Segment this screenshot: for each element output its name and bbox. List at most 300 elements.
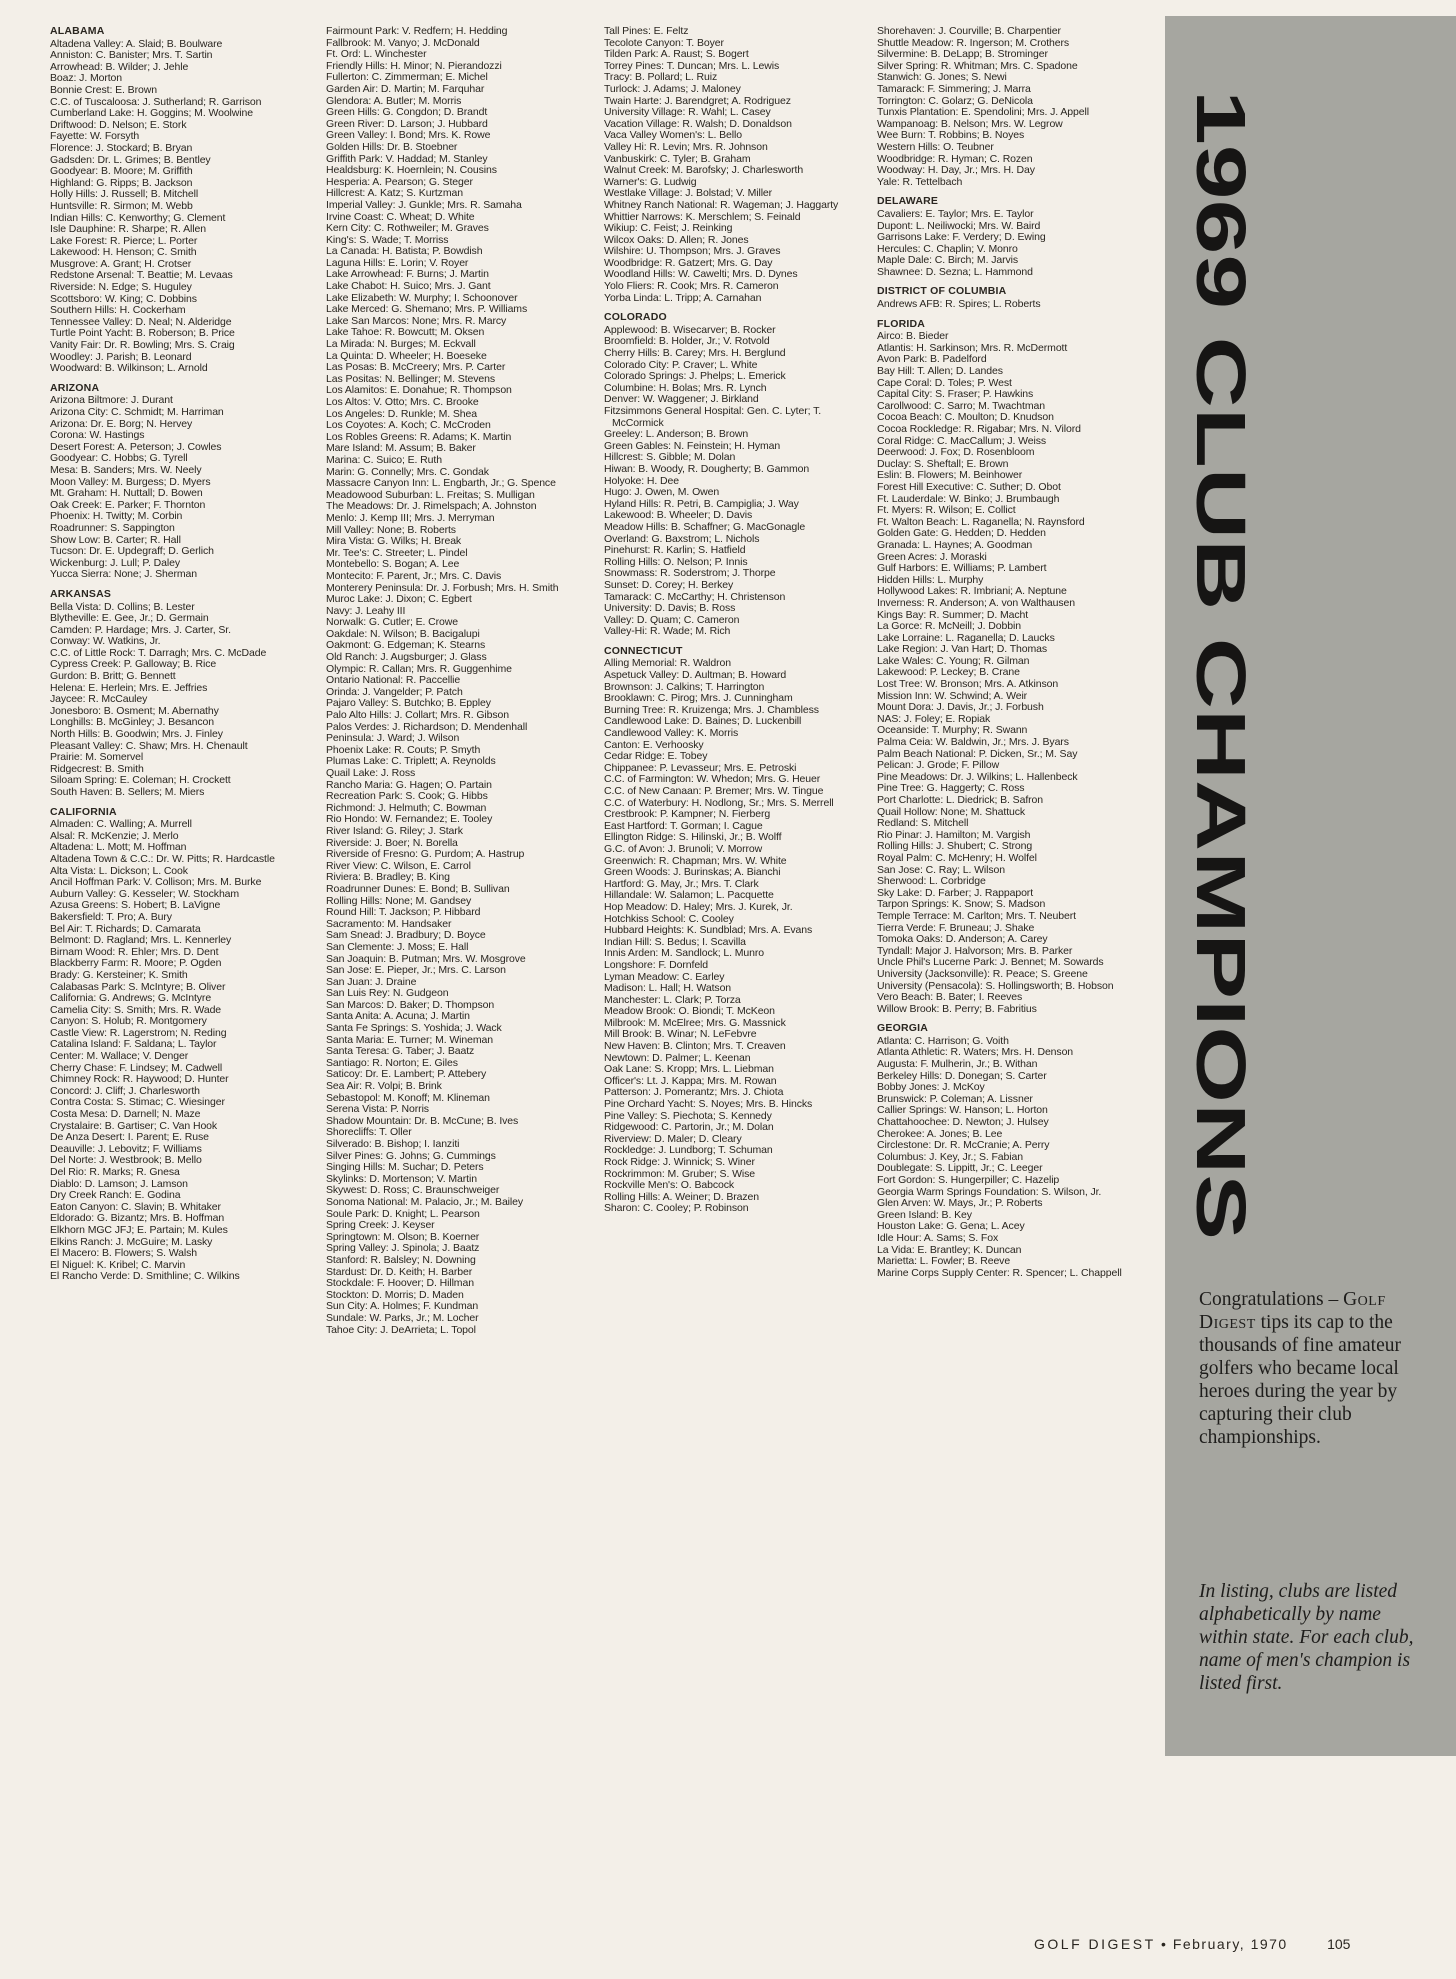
club-entry: Riverside of Fresno: G. Purdom; A. Hastrup: [326, 848, 525, 861]
club-entry: Vanity Fair: Dr. R. Bowling; Mrs. S. Craig: [50, 339, 235, 352]
club-entry: Sonoma National: M. Palacio, Jr.; M. Bailey: [326, 1195, 524, 1208]
club-entry: Silver Pines: G. Johns; G. Cummings: [326, 1149, 496, 1162]
club-entry: Bakersfield: T. Pro; A. Bury: [50, 910, 172, 923]
club-entry: La Gorce: R. McNeill; J. Dobbin: [877, 620, 1021, 633]
club-entry: Monterery Peninsula: Dr. J. Forbush; Mrs. H. Smith: [326, 581, 559, 594]
club-entry: Ridgecrest: B. Smith: [50, 762, 144, 775]
club-entry: Orinda: J. Vangelder; P. Patch: [326, 685, 463, 698]
club-entry: Ridgewood: C. Partorin, Jr.; M. Dolan: [604, 1121, 774, 1134]
club-entry: Sebastopol: M. Konoff; M. Klineman: [326, 1091, 490, 1104]
club-entry: Rolling Hills: O. Nelson; P. Innis: [604, 555, 748, 568]
club-entry: Stockdale: F. Hoover; D. Hillman: [326, 1277, 474, 1290]
club-entry: Moon Valley: M. Burgess; D. Myers: [50, 475, 211, 488]
club-entry: Saticoy: Dr. E. Lambert; P. Attebery: [326, 1068, 487, 1081]
club-entry: Costa Mesa: D. Darnell; N. Maze: [50, 1108, 201, 1121]
club-entry: Catalina Island: F. Saldana; L. Taylor: [50, 1038, 217, 1051]
club-entry: Green Valley: I. Bond; Mrs. K. Rowe: [326, 129, 491, 142]
club-entry: Norwalk: G. Cutler; E. Crowe: [326, 616, 458, 629]
club-entry: Woodland Hills: W. Cawelti; Mrs. D. Dynes: [604, 268, 798, 281]
club-entry: Fallbrook: M. Vanyo; J. McDonald: [326, 36, 480, 49]
club-entry: Rockrimmon: M. Gruber; S. Wise: [604, 1167, 756, 1180]
club-entry: Hillandale: W. Salamon; L. Pacquette: [604, 889, 774, 902]
club-entry: Irvine Coast: C. Wheat; D. White: [326, 210, 475, 223]
club-entry: Holyoke: H. Dee: [604, 474, 679, 487]
club-entry: Hillcrest: S. Gibble; M. Dolan: [604, 451, 736, 464]
club-entry: Pine Orchard Yacht: S. Noyes; Mrs. B. Hincks: [604, 1098, 813, 1111]
club-entry: The Meadows: Dr. J. Rimelspach; A. Johnston: [326, 500, 537, 513]
club-entry: Eldorado: G. Bizantz; Mrs. B. Hoffman: [50, 1212, 225, 1225]
vertical-title: [1182, 90, 1260, 1240]
club-entry: Marietta: L. Fowler; B. Reeve: [877, 1255, 1011, 1268]
club-entry: Kern City: C. Rothweiler; M. Graves: [326, 222, 489, 235]
club-entry: Newtown: D. Palmer; L. Keenan: [604, 1051, 751, 1064]
club-entry: Madison: L. Hall; H. Watson: [604, 982, 732, 995]
club-entry: Camelia City: S. Smith; Mrs. R. Wade: [50, 1003, 222, 1016]
club-entry: Overland: G. Baxstrom; L. Nichols: [604, 532, 760, 545]
club-entry: Skywest: D. Ross; C. Braunschweiger: [326, 1184, 500, 1197]
club-entry: Ft. Ord: L. Winchester: [326, 48, 427, 61]
club-entry: California: G. Andrews; G. McIntyre: [50, 992, 212, 1005]
club-entry: Oak Creek: E. Parker; F. Thornton: [50, 498, 206, 511]
club-entry: Green Gables: N. Feinstein; H. Hyman: [604, 439, 781, 452]
club-entry: Rolling Hills: A. Weiner; D. Brazen: [604, 1190, 760, 1203]
club-entry: La Canada: H. Batista; P. Bowdish: [326, 245, 483, 258]
club-entry: Yorba Linda: L. Tripp; A. Carnahan: [604, 291, 762, 304]
club-entry: Los Altos: V. Otto; Mrs. C. Brooke: [326, 396, 479, 408]
club-entry: C.C. of Little Rock: T. Darragh; Mrs. C. McDade: [50, 646, 267, 659]
club-entry: Santa Maria: E. Turner; M. Wineman: [326, 1033, 493, 1046]
club-entry: C.C. of New Canaan: P. Bremer; Mrs. W. Tingue: [604, 785, 824, 797]
club-entry: Friendly Hills: H. Minor; N. Pierandozzi: [326, 59, 502, 72]
club-entry: Gulf Harbors: E. Williams; P. Lambert: [877, 562, 1047, 575]
club-entry: Corona: W. Hastings: [50, 429, 145, 442]
club-entry: Columbus: J. Key, Jr.; S. Fabian: [877, 1150, 1023, 1163]
club-entry: Mr. Tee's: C. Streeter; L. Pindel: [326, 546, 468, 559]
club-entry: Bel Air: T. Richards; D. Camarata: [50, 922, 201, 935]
club-entry: Green Hills: G. Congdon; D. Brandt: [326, 106, 488, 119]
club-entry: Pleasant Valley: C. Shaw; Mrs. H. Chenault: [50, 739, 248, 752]
club-entry: Forest Hill Executive: C. Suther; D. Obot: [877, 480, 1061, 493]
club-entry: Callier Springs: W. Hanson; L. Horton: [877, 1104, 1048, 1117]
club-entry: Pine Tree: G. Haggerty; C. Ross: [877, 782, 1025, 795]
club-entry: Rockville Men's: O. Babcock: [604, 1179, 735, 1192]
club-entry: Indian Hill: S. Bedus; I. Scavilla: [604, 935, 746, 948]
club-entry: Pinehurst: R. Karlin; S. Hatfield: [604, 544, 746, 557]
club-entry: Tilden Park: A. Raust; S. Bogert: [604, 48, 749, 61]
club-entry: Hiwan: B. Woody, R. Dougherty; B. Gammon: [604, 462, 810, 475]
club-entry: Quail Hollow: None; M. Shattuck: [877, 805, 1026, 818]
club-entry: Berkeley Hills: D. Donegan; S. Carter: [877, 1069, 1047, 1082]
club-entry: Sky Lake: D. Farber; J. Rappaport: [877, 886, 1034, 899]
club-entry: Tamarack: F. Simmering; J. Marra: [877, 82, 1031, 95]
club-entry: Chimney Rock: R. Haywood; D. Hunter: [50, 1073, 229, 1086]
club-entry: Glendora: A. Butler; M. Morris: [326, 94, 462, 107]
club-entry: Greenwich: R. Chapman; Mrs. W. White: [604, 854, 787, 867]
club-entry: Golden Gate: G. Hedden; D. Hedden: [877, 527, 1046, 540]
club-entry: Valley Hi: R. Levin; Mrs. R. Johnson: [604, 140, 768, 153]
club-entry: Plumas Lake: C. Triplett; A. Reynolds: [326, 755, 496, 768]
club-entry: Desert Forest: A. Peterson; J. Cowles: [50, 440, 222, 453]
club-entry: Hesperia: A. Pearson; G. Steger: [326, 175, 473, 188]
club-entry: Show Low: B. Carter; R. Hall: [50, 533, 181, 546]
club-entry: Meadowood Suburban: L. Freitas; S. Mulligan: [326, 488, 535, 501]
club-entry: Candlewood Lake: D. Baines; D. Luckenbill: [604, 715, 802, 728]
club-entry: Menlo: J. Kemp III; Mrs. J. Merryman: [326, 511, 495, 524]
club-entry: Airco: B. Bieder: [877, 330, 949, 343]
club-entry: Tamarack: C. McCarthy; H. Christenson: [604, 590, 786, 603]
club-entry: Wickenburg: J. Lull; P. Daley: [50, 556, 180, 569]
club-entry: Western Hills: O. Teubner: [877, 140, 994, 153]
state-heading: ALABAMA: [50, 25, 105, 37]
club-entry: Brownson: J. Calkins; T. Harrington: [604, 680, 765, 693]
club-entry: Laguna Hills: E. Lorin; V. Royer: [326, 256, 469, 269]
club-entry: Walnut Creek: M. Barofsky; J. Charlesworth: [604, 164, 804, 177]
club-entry: Spring Creek: J. Keyser: [326, 1219, 435, 1232]
club-entry: Rockledge: J. Lundborg; T. Schuman: [604, 1144, 773, 1157]
club-entry: Marina: C. Suico; E. Ruth: [326, 453, 442, 466]
club-entry: Almaden: C. Walling; A. Murrell: [50, 818, 192, 831]
club-entry: Hercules: C. Chaplin; V. Monro: [877, 242, 1018, 255]
club-entry: San Juan: J. Draine: [326, 975, 417, 988]
club-entry: Cumberland Lake: H. Goggins; M. Woolwine: [50, 107, 253, 120]
club-entry: Rock Ridge: J. Winnick; S. Winer: [604, 1156, 755, 1168]
club-entry: Calabasas Park: S. McIntyre; B. Oliver: [50, 980, 226, 993]
club-entry: Meadow Hills: B. Schaffner; G. MacGonagle: [604, 520, 806, 533]
page-number: 105: [1327, 1936, 1351, 1952]
club-entry: Cypress Creek: P. Galloway; B. Rice: [50, 658, 217, 671]
club-entry: Phoenix Lake: R. Couts; P. Smyth: [326, 743, 481, 756]
club-entry: Port Charlotte: L. Diedrick; B. Safron: [877, 794, 1044, 806]
listing-note: In listing, clubs are listed alphabetically by name within state. For each club, name of men's champion is listed first.: [1199, 1581, 1414, 1694]
club-entry: Oceanside: T. Murphy; R. Swann: [877, 724, 1028, 737]
club-entry: Ancil Hoffman Park: V. Collison; Mrs. M. Burke: [50, 876, 262, 889]
club-entry: Woodway: H. Day, Jr.; Mrs. H. Day: [877, 164, 1035, 177]
club-entry: Tierra Verde: F. Bruneau; J. Shake: [877, 921, 1035, 934]
club-entry: Carollwood: C. Sarro; M. Twachtman: [877, 399, 1045, 412]
club-entry: Round Hill: T. Jackson; P. Hibbard: [326, 906, 481, 919]
club-entry: Shorecliffs: T. Oller: [326, 1126, 412, 1139]
club-entry: Willow Brook: B. Perry; B. Fabritius: [877, 1002, 1037, 1015]
club-entry: C.C. of Farmington: W. Whedon; Mrs. G. Heuer: [604, 773, 821, 786]
club-entry: Los Angeles: D. Runkle; M. Shea: [326, 407, 477, 420]
club-entry: Roadrunner: S. Sappington: [50, 521, 175, 534]
club-entry: University Village: R. Wahl; L. Casey: [604, 106, 771, 119]
club-entry: River Island: G. Riley; J. Stark: [326, 824, 463, 837]
club-entry: El Niguel: K. Kribel; C. Marvin: [50, 1258, 186, 1271]
club-entry: Gurdon: B. Britt; G. Bennett: [50, 670, 176, 683]
club-entry: Aspetuck Valley: D. Aultman; B. Howard: [604, 669, 787, 682]
club-entry: Fort Gordon: S. Hungerpiller; C. Hazelip: [877, 1174, 1060, 1186]
club-entry: Candlewood Valley: K. Morris: [604, 727, 739, 740]
club-entry: Lake Tahoe: R. Bowcutt; M. Oksen: [326, 326, 485, 339]
club-entry: G.C. of Avon: J. Brunoli; V. Morrow: [604, 842, 763, 855]
club-entry: Marine Corps Supply Center: R. Spencer; L. Chappell: [877, 1266, 1122, 1279]
club-entry: Massacre Canyon Inn: L. Engbarth, Jr.; G. Spence: [326, 477, 556, 490]
club-entry: Houston Lake: G. Gena; L. Acey: [877, 1220, 1025, 1233]
club-entry: Turtle Point Yacht: B. Roberson; B. Price: [50, 327, 235, 340]
club-entry: Woodbridge: R. Hyman; C. Rozen: [877, 152, 1033, 165]
club-entry: Florence: J. Stockard; B. Bryan: [50, 141, 193, 154]
club-entry: Yucca Sierra: None; J. Sherman: [50, 568, 197, 581]
club-entry: Alta Vista: L. Dickson; L. Cook: [50, 864, 188, 877]
club-entry: Mt. Graham: H. Nuttall; D. Bowen: [50, 487, 203, 500]
club-entry: Prairie: M. Somervel: [50, 751, 144, 764]
club-entry: Stanwich: G. Jones; S. Newi: [877, 71, 1007, 84]
club-entry: Hyland Hills: R. Petri, B. Campiglia; J. Way: [604, 497, 799, 510]
state-heading: COLORADO: [604, 311, 667, 324]
club-entry: Hartford: G. May, Jr.; Mrs. T. Clark: [604, 877, 759, 890]
club-entry: Twain Harte: J. Barendgret; A. Rodriguez: [604, 94, 791, 107]
club-entry: San Luis Rey: N. Gudgeon: [326, 987, 449, 1000]
club-entry: Green Acres: J. Moraski: [877, 550, 987, 563]
club-entry: Palm Beach National: P. Dicken, Sr.; M. Say: [877, 747, 1078, 760]
club-entry: Temple Terrace: M. Carlton; Mrs. T. Neubert: [877, 909, 1076, 922]
club-entry: Auburn Valley: G. Kesseler; W. Stockham: [50, 887, 240, 900]
club-entry: Birnam Wood: R. Ehler; Mrs. D. Dent: [50, 945, 219, 958]
club-entry: Cherokee: A. Jones; B. Lee: [877, 1127, 1003, 1140]
club-entry: C.C. of Tuscaloosa: J. Sutherland; R. Garrison: [50, 95, 262, 108]
club-entry: San Marcos: D. Baker; D. Thompson: [326, 998, 495, 1011]
club-entry: Shorehaven: J. Courville; B. Charpentier: [877, 25, 1061, 37]
club-entry: Garrisons Lake: F. Verdery; D. Ewing: [877, 231, 1046, 244]
club-entry: Oak Lane: S. Kropp; Mrs. L. Liebman: [604, 1063, 774, 1076]
club-entry: Lyman Meadow: C. Earley: [604, 970, 725, 983]
club-entry: Wikiup: C. Feist; J. Reinking: [604, 222, 733, 235]
state-heading: CALIFORNIA: [50, 805, 117, 818]
club-entry: University (Pensacola): S. Hollingsworth; B. Hobson: [877, 979, 1114, 992]
club-entry: Recreation Park: S. Cook; G. Hibbs: [326, 790, 488, 803]
club-entry: Rolling Hills: None; M. Gandsey: [326, 894, 472, 907]
club-entry: Tracy: B. Pollard; L. Ruiz: [604, 71, 718, 84]
club-entry: Whittier Narrows: K. Merschlem; S. Feinald: [604, 210, 801, 223]
club-entry: Colorado Springs: J. Phelps; L. Emerick: [604, 370, 786, 383]
club-entry: Stanford: R. Balsley; N. Downing: [326, 1253, 476, 1266]
club-entry: Tyndall: Major J. Halvorson; Mrs. B. Parker: [877, 944, 1073, 957]
club-entry: Yolo Fliers: R. Cook; Mrs. R. Cameron: [604, 280, 779, 293]
club-entry: Tall Pines: E. Feltz: [604, 25, 689, 37]
club-entry: Indian Hills: C. Kenworthy; G. Clement: [50, 211, 226, 224]
club-entry: Goodyear: C. Hobbs; G. Tyrell: [50, 452, 188, 465]
club-entry: Navy: J. Leahy III: [326, 604, 406, 617]
club-entry: Longshore: F. Dornfeld: [604, 958, 709, 971]
club-entry: Snowmass: R. Soderstrom; J. Thorpe: [604, 567, 776, 580]
club-entry: Richmond: J. Helmuth; C. Bowman: [326, 801, 487, 814]
club-entry: Lake Merced: G. Shemano; Mrs. P. Williams: [326, 303, 528, 316]
title-text: 1969 CLUB CHAMPIONS: [1182, 90, 1260, 907]
club-entry: Blytheville: E. Gee, Jr.; D. Germain: [50, 612, 209, 625]
club-entry: Peninsula: J. Ward; J. Wilson: [326, 732, 460, 745]
club-entry: Skylinks: D. Mortenson; V. Martin: [326, 1172, 477, 1185]
club-entry: Hubbard Heights: K. Sundblad; Mrs. A. Evans: [604, 924, 813, 937]
club-entry: Palma Ceia: W. Baldwin, Jr.; Mrs. J. Byars: [877, 736, 1069, 749]
club-entry: Los Robles Greens: R. Adams; K. Martin: [326, 430, 512, 443]
club-entry: Duclay: S. Sheftall; E. Brown: [877, 457, 1009, 470]
club-entry: Broomfield: B. Holder, Jr.; V. Rotvold: [604, 335, 770, 348]
club-entry: Azusa Greens: S. Hobert; B. LaVigne: [50, 899, 221, 912]
state-heading: CONNECTICUT: [604, 644, 683, 657]
club-entry: Lake Lorraine: L. Raganella; D. Laucks: [877, 631, 1055, 644]
club-entry: Hollywood Lakes: R. Imbriani; A. Neptune: [877, 585, 1067, 598]
club-entry: Chattahoochee: D. Newton; J. Hulsey: [877, 1116, 1049, 1129]
club-entry: Wampanoag: B. Nelson; Mrs. W. Legrow: [877, 117, 1063, 130]
listing-column-2: [326, 26, 584, 1336]
club-entry: Helena: E. Herlein; Mrs. E. Jeffries: [50, 681, 208, 694]
club-entry: Tecolote Canyon: T. Boyer: [604, 36, 724, 49]
club-entry: King's: S. Wade; T. Morriss: [326, 233, 449, 246]
club-entry: Mesa: B. Sanders; Mrs. W. Neely: [50, 463, 202, 476]
club-entry: New Haven: B. Clinton; Mrs. T. Creaven: [604, 1040, 786, 1053]
club-entry: Brady: G. Kersteiner; K. Smith: [50, 968, 188, 981]
club-entry: Cape Coral: D. Toles; P. West: [877, 376, 1012, 389]
club-entry: Spring Valley: J. Spinola; J. Baatz: [326, 1242, 480, 1255]
club-entry: Lakewood: B. Wheeler; D. Davis: [604, 509, 753, 522]
club-entry: Del Rio: R. Marks; R. Gnesa: [50, 1166, 180, 1178]
club-entry: Mission Inn: W. Schwind; A. Weir: [877, 689, 1028, 702]
club-entry: Soule Park: D. Knight; L. Pearson: [326, 1207, 480, 1220]
state-heading: ARKANSAS: [50, 587, 112, 600]
club-entry: San Clemente: J. Moss; E. Hall: [326, 940, 469, 953]
club-entry: Circlestone: Dr. R. McCranie; A. Perry: [877, 1139, 1050, 1152]
club-entry: Fitzsimmons General Hospital: Gen. C. Lyter; T. McCormick: [604, 405, 822, 429]
congratulations-text: [1199, 1288, 1431, 1449]
club-entry: Riviera: B. Bradley; B. King: [326, 871, 450, 884]
footer-magazine: GOLF DIGEST: [1034, 1936, 1156, 1952]
club-entry: Brunswick: P. Coleman; A. Lissner: [877, 1092, 1033, 1105]
club-entry: Bobby Jones: J. McKoy: [877, 1081, 985, 1094]
club-entry: Ft. Myers: R. Wilson; E. Collict: [877, 504, 1016, 517]
club-entry: Las Posas: B. McCreery; Mrs. P. Carter: [326, 361, 506, 374]
club-entry: Maple Dale: C. Birch; M. Jarvis: [877, 254, 1019, 267]
club-entry: Augusta: F. Mulherin, Jr.; B. Withan: [877, 1058, 1038, 1071]
club-entry: Mill Brook: B. Winar; N. LeFebvre: [604, 1028, 757, 1041]
club-entry: Vaca Valley Women's: L. Bello: [604, 129, 743, 142]
club-entry: Cocoa Beach: C. Moulton; D. Knudson: [877, 411, 1054, 424]
club-entry: Shuttle Meadow: R. Ingerson; M. Crothers: [877, 36, 1070, 49]
club-entry: Vanbuskirk: C. Tyler; B. Graham: [604, 152, 751, 165]
club-entry: Sundale: W. Parks, Jr.; M. Locher: [326, 1311, 479, 1324]
club-entry: Hillcrest: A. Katz; S. Kurtzman: [326, 187, 463, 200]
club-entry: Hugo: J. Owen, M. Owen: [604, 486, 720, 499]
club-entry: Canyon: S. Holub; R. Montgomery: [50, 1015, 207, 1028]
club-entry: Green Woods: J. Burinskas; A. Bianchi: [604, 866, 781, 879]
club-entry: Santa Anita: A. Acuna; J. Martin: [326, 1010, 470, 1023]
club-entry: Imperial Valley: J. Gunkle; Mrs. R. Samaha: [326, 198, 522, 211]
club-entry: Bay Hill: T. Allen; D. Landes: [877, 365, 1003, 378]
club-entry: Jaycee: R. McCauley: [50, 693, 148, 706]
club-entry: Anniston: C. Banister; Mrs. T. Sartin: [50, 49, 213, 62]
club-entry: Uncle Phil's Lucerne Park: J. Bennet; M. Sowards: [877, 956, 1104, 969]
state-heading: FLORIDA: [877, 317, 926, 330]
club-entry: Golden Hills: Dr. B. Stoebner: [326, 140, 458, 153]
club-entry: Fairmount Park: V. Redfern; H. Hedding: [326, 25, 508, 37]
club-entry: C.C. of Waterbury: H. Nodlong, Sr.; Mrs. S. Merrell: [604, 796, 834, 809]
club-entry: East Hartford: T. Gorman; I. Cague: [604, 819, 763, 832]
club-entry: Blackberry Farm: R. Moore; P. Ogden: [50, 957, 222, 970]
club-entry: Torrington: C. Golarz; G. DeNicola: [877, 94, 1033, 107]
club-entry: Arizona City: C. Schmidt; M. Harriman: [50, 406, 224, 418]
club-entry: Jonesboro: B. Osment; M. Abernathy: [50, 704, 219, 717]
club-entry: Lakewood: P. Leckey; B. Crane: [877, 666, 1020, 679]
club-entry: Dry Creek Ranch: E. Godina: [50, 1189, 181, 1202]
club-entry: Lake San Marcos: None; Mrs. R. Marcy: [326, 314, 507, 327]
club-entry: Arrowhead: B. Wilder; J. Jehle: [50, 60, 189, 73]
club-entry: Tunxis Plantation: E. Spendolini; Mrs. J. Appell: [877, 106, 1089, 119]
club-entry: Idle Hour: A. Sams; S. Fox: [877, 1231, 999, 1244]
club-entry: Siloam Spring: E. Coleman; H. Crockett: [50, 774, 231, 787]
club-entry: Green River: D. Larson; J. Hubbard: [326, 117, 488, 130]
club-entry: Atlanta Athletic: R. Waters; Mrs. H. Denson: [877, 1046, 1074, 1059]
club-entry: Center: M. Wallace; V. Denger: [50, 1050, 189, 1063]
club-entry: Alsal: R. McKenzie; J. Merlo: [50, 829, 179, 842]
club-entry: San Jose: E. Pieper, Jr.; Mrs. C. Larson: [326, 964, 506, 977]
congrats-magazine: Golf Digest: [1199, 1289, 1386, 1333]
state-heading: ARIZONA: [50, 381, 100, 394]
club-entry: Garden Air: D. Martin; M. Farquhar: [326, 82, 485, 95]
listing-column-4: [877, 26, 1135, 1279]
club-entry: Castle View: R. Lagerstrom; N. Reding: [50, 1026, 227, 1039]
club-entry: Ft. Walton Beach: L. Raganella; N. Raynsford: [877, 515, 1085, 528]
club-entry: Olympic: R. Callan; Mrs. R. Guggenhime: [326, 662, 512, 675]
club-entry: Palos Verdes: J. Richardson; D. Mendenhall: [326, 720, 528, 733]
club-entry: Gadsden: Dr. L. Grimes; B. Bentley: [50, 153, 211, 166]
club-entry: Southern Hills: H. Cockerham: [50, 304, 186, 317]
club-entry: Lakewood: H. Henson; C. Smith: [50, 246, 197, 259]
club-entry: Cocoa Rockledge: R. Rigabar; Mrs. N. Vilord: [877, 423, 1081, 435]
club-entry: Royal Palm: C. McHenry; H. Wolfel: [877, 851, 1037, 864]
club-entry: Silverado: B. Bishop; I. Ianziti: [326, 1138, 460, 1150]
club-entry: Fullerton: C. Zimmerman; E. Michel: [326, 71, 488, 84]
club-entry: Altadena Valley: A. Slaid; B. Boulware: [50, 37, 223, 50]
footer-separator: •: [1161, 1936, 1168, 1952]
club-entry: La Mirada: N. Burges; M. Eckvall: [326, 338, 476, 351]
club-entry: Columbine: H. Bolas; Mrs. R. Lynch: [604, 381, 767, 394]
club-entry: Arizona Biltmore: J. Durant: [50, 394, 173, 407]
club-entry: Yale: R. Tettelbach: [877, 175, 963, 188]
club-entry: Old Ranch: J. Augsburger; J. Glass: [326, 651, 487, 664]
state-heading: DELAWARE: [877, 195, 939, 208]
club-entry: Musgrove: A. Grant; H. Crotser: [50, 257, 192, 270]
club-entry: Brooklawn: C. Pirog; Mrs. J. Cunningham: [604, 692, 793, 705]
club-entry: Granada: L. Haynes; A. Goodman: [877, 538, 1033, 551]
club-entry: Sunset: D. Corey; H. Berkey: [604, 578, 734, 591]
club-entry: Contra Costa: S. Stimac; C. Wiesinger: [50, 1096, 225, 1109]
listing-column-1: [50, 26, 308, 1283]
club-entry: Cedar Ridge: E. Tobey: [604, 750, 708, 763]
club-entry: Diablo: D. Lamson; J. Lamson: [50, 1177, 188, 1190]
state-heading: DISTRICT OF COLUMBIA: [877, 285, 1007, 298]
club-entry: Lake Forest: R. Pierce; L. Porter: [50, 234, 198, 247]
club-entry: Green Island: B. Key: [877, 1208, 972, 1221]
club-entry: Lake Wales: C. Young; R. Gilman: [877, 654, 1030, 667]
club-entry: Belmont: D. Ragland; Mrs. L. Kennerley: [50, 934, 232, 947]
club-entry: Wilcox Oaks: D. Allen; R. Jones: [604, 233, 749, 246]
club-entry: Scottsboro: W. King; C. Dobbins: [50, 292, 197, 305]
club-entry: Capital City: S. Fraser; P. Hawkins: [877, 388, 1034, 401]
club-entry: Elkhorn MGC JFJ; E. Partain; M. Kules: [50, 1223, 228, 1236]
club-entry: Valley-Hi: R. Wade; M. Rich: [604, 625, 731, 638]
club-entry: Whitney Ranch National: R. Wageman; J. Haggarty: [604, 198, 839, 211]
club-entry: University (Jacksonville): R. Peace; S. Greene: [877, 967, 1088, 980]
club-entry: Atlantis: H. Sarkinson; Mrs. R. McDermott: [877, 341, 1068, 354]
club-entry: Montebello: S. Bogan; A. Lee: [326, 558, 460, 571]
club-entry: Sacramento: M. Handsaker: [326, 917, 452, 930]
page-footer: [1034, 1936, 1350, 1952]
club-entry: Santiago: R. Norton; E. Giles: [326, 1056, 458, 1069]
club-entry: Atlanta: C. Harrison; G. Voith: [877, 1034, 1009, 1047]
footer-date: February, 1970: [1172, 1936, 1288, 1952]
club-entry: Cavaliers: E. Taylor; Mrs. E. Taylor: [877, 207, 1034, 220]
club-entry: Cherry Chase: F. Lindsey; M. Cadwell: [50, 1061, 223, 1074]
